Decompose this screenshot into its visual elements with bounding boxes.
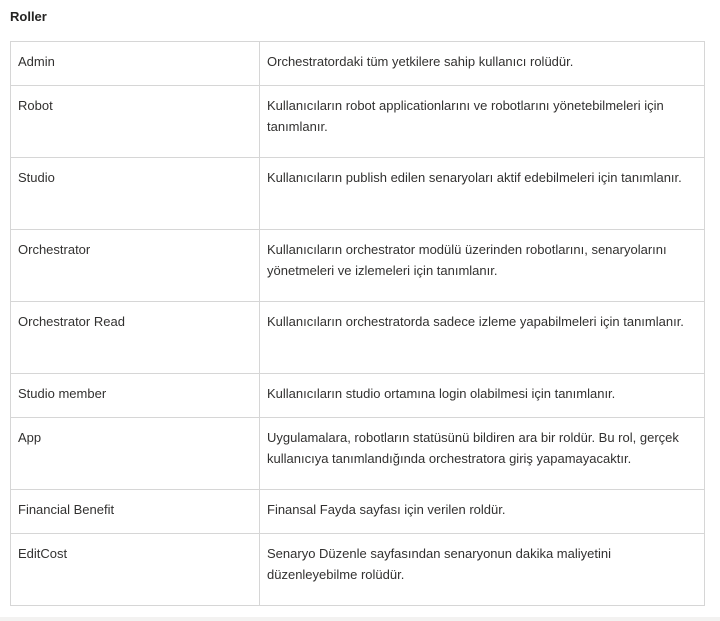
table-row	[11, 302, 705, 374]
table-row	[11, 534, 705, 606]
role-description-cell: Kullanıcıların studio ortamına login olabilmesi için tanımlanır.	[260, 374, 705, 418]
role-description-cell: Uygulamalara, robotların statüsünü bildiren ara bir roldür. Bu rol, gerçek kullanıcıya tanımlandığında orchestratora giriş yapamayacaktır.	[260, 418, 705, 490]
role-description-cell: Kullanıcıların robot applicationlarını ve robotlarını yönetebilmeleri için tanımlanır.	[260, 86, 705, 158]
role-name-cell: EditCost	[11, 534, 260, 606]
table-row	[11, 490, 705, 534]
role-name-cell: Orchestrator Read	[11, 302, 260, 374]
table-row	[11, 374, 705, 418]
role-name-cell: Studio member	[11, 374, 260, 418]
role-name-cell: Admin	[11, 42, 260, 86]
role-description-cell: Kullanıcıların publish edilen senaryoları aktif edebilmeleri için tanımlanır.	[260, 158, 705, 230]
role-description-cell: Finansal Fayda sayfası için verilen roldür.	[260, 490, 705, 534]
table-row	[11, 418, 705, 490]
table-row	[11, 42, 705, 86]
role-name-cell: Financial Benefit	[11, 490, 260, 534]
role-name-cell: Robot	[11, 86, 260, 158]
role-description-cell: Kullanıcıların orchestrator modülü üzerinden robotlarını, senaryolarını yönetmeleri ve izlemeleri için tanımlanır.	[260, 230, 705, 302]
page-title: Roller	[10, 9, 47, 24]
page-bottom-divider	[0, 617, 720, 621]
roles-table	[10, 41, 705, 606]
role-description-cell: Orchestratordaki tüm yetkilere sahip kullanıcı rolüdür.	[260, 42, 705, 86]
role-name-cell: App	[11, 418, 260, 490]
role-name-cell: Studio	[11, 158, 260, 230]
role-description-cell: Kullanıcıların orchestratorda sadece izleme yapabilmeleri için tanımlanır.	[260, 302, 705, 374]
role-description-cell: Senaryo Düzenle sayfasından senaryonun dakika maliyetini düzenleyebilme rolüdür.	[260, 534, 705, 606]
role-name-cell: Orchestrator	[11, 230, 260, 302]
table-row	[11, 86, 705, 158]
table-row	[11, 230, 705, 302]
table-row	[11, 158, 705, 230]
